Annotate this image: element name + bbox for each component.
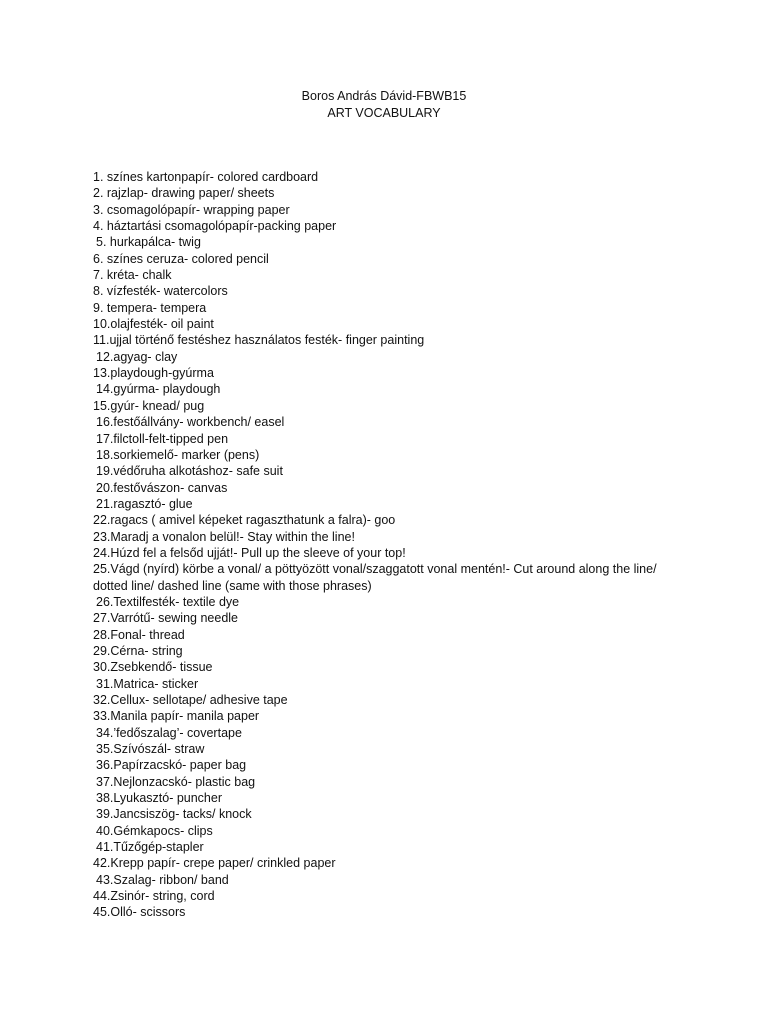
vocab-item: 17.filctoll-felt-tipped pen [96,431,229,446]
vocab-item: 30.Zsebkendő- tissue [93,660,213,675]
vocab-item: 33.Manila papír- manila paper [93,709,260,724]
vocab-item: 11.ujjal történő festéshez használatos festék- finger painting [93,333,425,348]
vocab-item: 27.Varrótű- sewing needle [93,611,238,626]
vocab-item: 42.Krepp papír- crepe paper/ crinkled paper [93,856,336,871]
vocab-item: 19.védőruha alkotáshoz- safe suit [96,464,283,479]
vocab-item: 31.Matrica- sticker [96,676,199,691]
vocab-item: 10.olajfesték- oil paint [93,317,214,332]
vocab-item: 22.ragacs ( amivel képeket ragaszthatunk a falra)- goo [93,513,396,528]
vocab-item: 43.Szalag- ribbon/ band [96,872,229,887]
vocabulary-list [93,169,673,921]
vocab-item: 16.festőállvány- workbench/ easel [96,415,285,430]
vocab-item: 44.Zsinór- string, cord [93,889,215,904]
vocab-item: 39.Jancsiszög- tacks/ knock [96,807,252,822]
vocab-item: 5. hurkapálca- twig [96,235,201,250]
vocab-item: 9. tempera- tempera [93,300,207,315]
vocab-item: 13.playdough-gyúrma [93,366,214,381]
vocab-item: 29.Cérna- string [93,643,183,658]
vocab-item: 24.Húzd fel a felsőd ujját!- Pull up the sleeve of your top! [93,545,406,560]
vocab-item: 35.Szívószál- straw [96,742,205,757]
vocab-item: 25.Vágd (nyírd) körbe a vonal/ a pöttyözött vonal/szaggatott vonal mentén!- Cut around along the line/ dotted line/ dashed line (same with those phrases) [93,562,657,593]
vocab-item: 6. színes ceruza- colored pencil [93,251,269,266]
vocab-item: 38.Lyukasztó- puncher [96,791,223,806]
vocab-item: 12.agyag- clay [96,349,178,364]
vocab-item: 26.Textilfesték- textile dye [96,594,240,609]
vocab-item: 4. háztartási csomagolópapír-packing paper [93,219,337,234]
vocab-item: 34.’fedőszalag’- covertape [96,725,242,740]
vocab-item: 20.festővászon- canvas [96,480,228,495]
vocab-item: 7. kréta- chalk [93,268,172,283]
document-header [0,88,768,121]
vocab-item: 32.Cellux- sellotape/ adhesive tape [93,693,288,707]
vocab-item: 37.Nejlonzacskó- plastic bag [96,774,256,789]
document-title: ART VOCABULARY [327,105,441,120]
vocab-item: 23.Maradj a vonalon belül!- Stay within the line! [93,529,355,544]
vocab-item: 41.Tűzőgép-stapler [96,840,204,855]
vocab-item: 1. színes kartonpapír- colored cardboard [93,170,319,184]
vocab-item: 21.ragasztó- glue [96,496,193,511]
vocab-item: 28.Fonal- thread [93,627,185,642]
vocab-item: 3. csomagolópapír- wrapping paper [93,202,290,217]
author-line: Boros András Dávid-FBWB15 [301,89,467,103]
vocab-item: 14.gyúrma- playdough [96,382,221,397]
vocab-item: 2. rajzlap- drawing paper/ sheets [93,186,275,201]
vocab-item: 45.Olló- scissors [93,905,186,920]
vocab-item: 18.sorkiemelő- marker (pens) [96,447,260,462]
vocab-item: 36.Papírzacskó- paper bag [96,758,247,773]
vocab-item: 8. vízfesték- watercolors [93,284,228,299]
vocab-item: 15.gyúr- knead/ pug [93,398,205,413]
vocab-item: 40.Gémkapocs- clips [96,823,213,838]
